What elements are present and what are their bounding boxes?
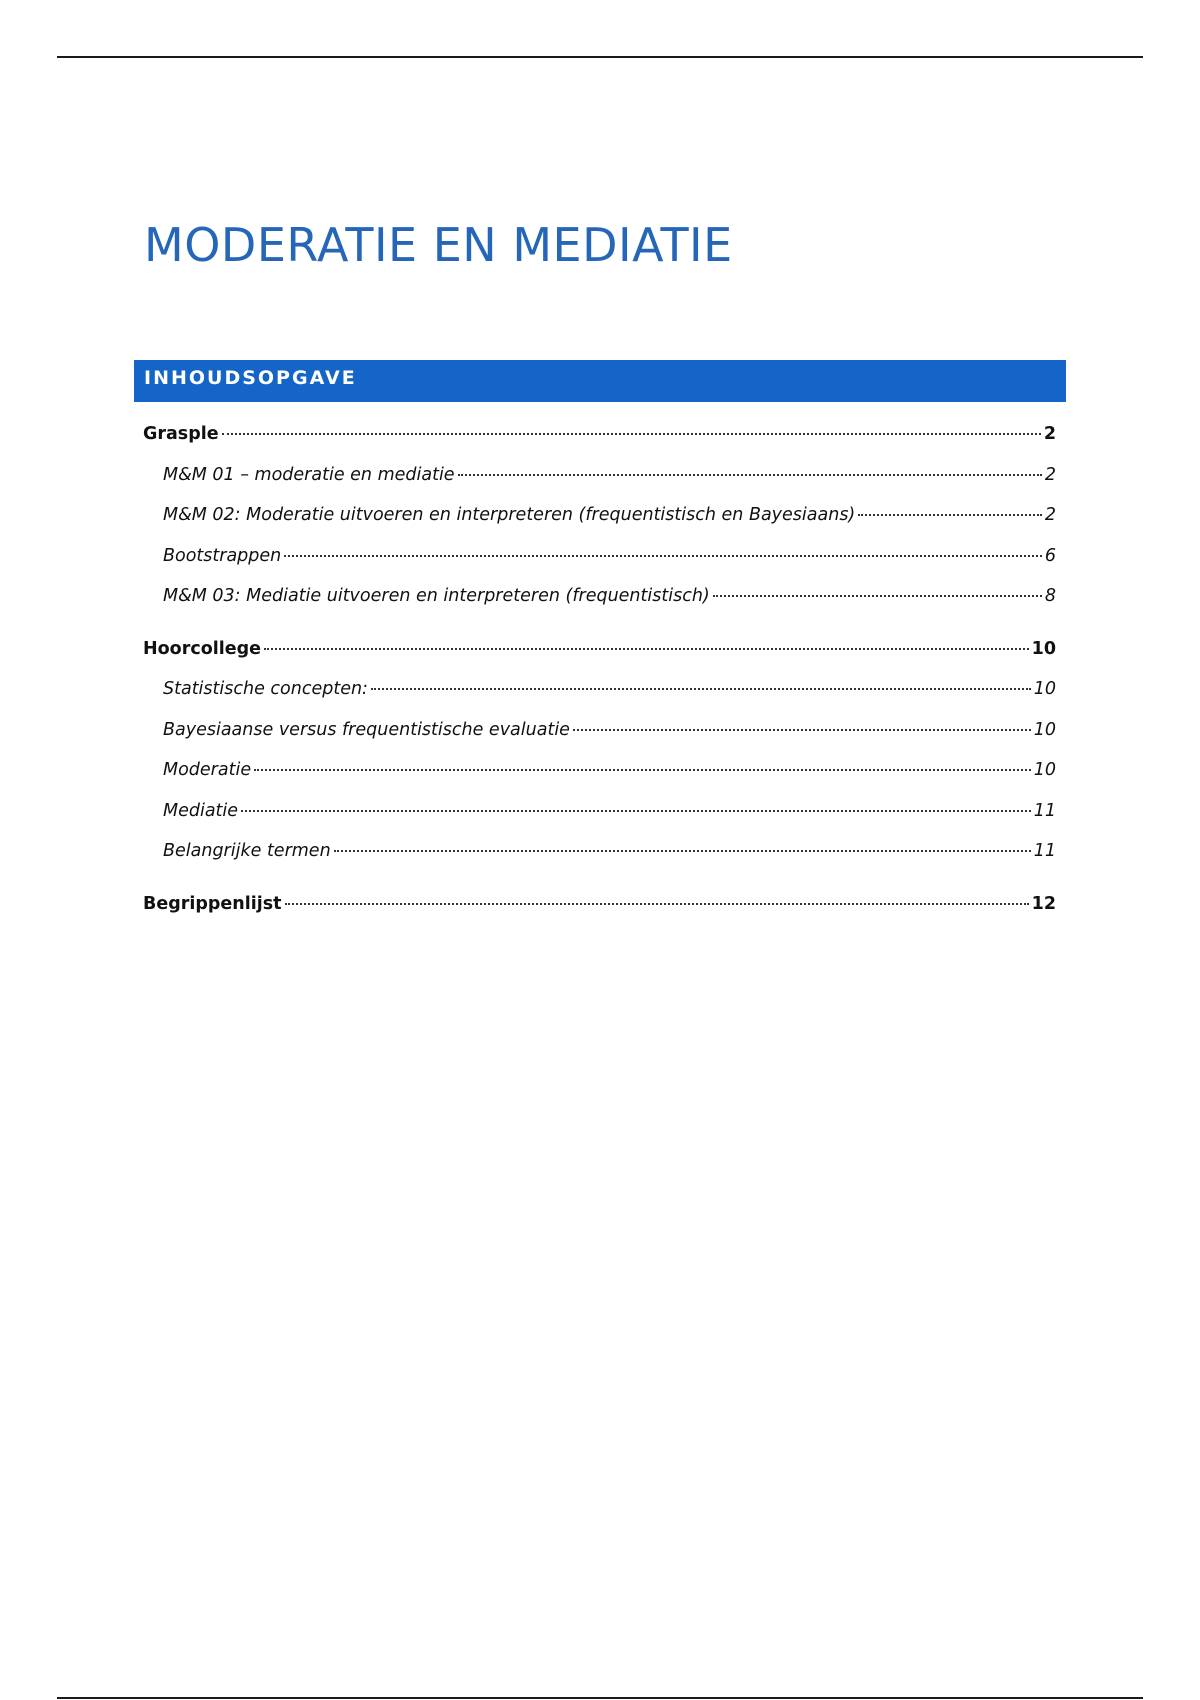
toc-entry-page: 2 [1044,464,1056,485]
toc-entry-bayesiaanse-evaluatie[interactable] [143,720,1056,761]
toc-entry-text: Mediatie [163,800,239,821]
toc-entry-mm01[interactable] [143,465,1056,506]
header-rule [57,56,1143,58]
toc-entry-hoorcollege[interactable] [143,639,1056,680]
toc-entry-moderatie[interactable] [143,760,1056,801]
toc-entry-text: Bayesiaanse versus frequentistische evaluatie [163,719,570,740]
document-title: MODERATIE EN MEDIATIE [144,218,733,272]
toc-entry-belangrijke-termen[interactable] [143,841,1056,882]
toc-entry-text: Moderatie [163,760,252,780]
toc-leader-dots [285,903,1029,905]
toc-entry-page: 10 [1031,638,1056,659]
toc-entry-text: M&M 02: Moderatie uitvoeren en interpreteren (frequentistisch en Bayesiaans) [163,505,856,525]
toc-leader-dots [458,474,1042,476]
toc-heading-banner [134,360,1066,402]
toc-entry-page: 11 [1033,841,1056,861]
table-of-contents [143,424,1056,934]
toc-leader-dots [254,769,1031,771]
toc-entry-page: 8 [1044,586,1056,606]
toc-leader-dots [241,810,1031,812]
toc-entry-page: 11 [1033,800,1056,821]
toc-leader-dots [713,595,1042,597]
toc-entry-page: 10 [1033,719,1056,740]
toc-entry-text: Bootstrappen [163,545,282,566]
toc-entry-text: Grasple [143,424,219,444]
toc-entry-text: Statistische concepten: [163,679,368,699]
toc-entry-text: Belangrijke termen [163,841,331,861]
toc-entry-page: 10 [1033,760,1056,780]
toc-entry-grasple[interactable] [143,424,1056,465]
toc-entry-begrippenlijst[interactable] [143,894,1056,935]
toc-entry-statistische-concepten[interactable] [143,679,1056,720]
toc-entry-page: 2 [1044,505,1056,525]
toc-leader-dots [858,514,1042,516]
toc-entry-page: 12 [1031,893,1056,914]
toc-leader-dots [573,729,1031,731]
toc-leader-dots [371,688,1031,690]
toc-entry-page: 10 [1033,679,1056,699]
toc-entry-text: Begrippenlijst [143,893,282,914]
toc-leader-dots [284,555,1042,557]
toc-entry-page: 2 [1043,424,1056,444]
toc-entry-page: 6 [1044,545,1056,566]
toc-entry-bootstrappen[interactable] [143,546,1056,587]
toc-leader-dots [334,850,1031,852]
toc-heading: INHOUDSOPGAVE [144,367,357,389]
toc-entry-text: M&M 03: Mediatie uitvoeren en interpreteren (frequentistisch) [163,586,710,606]
toc-entry-mediatie[interactable] [143,801,1056,842]
footer-rule [57,1697,1143,1699]
toc-leader-dots [222,433,1041,435]
toc-leader-dots [264,648,1029,650]
toc-entry-text: Hoorcollege [143,638,261,659]
toc-entry-mm03[interactable] [143,586,1056,627]
toc-entry-mm02[interactable] [143,505,1056,546]
toc-entry-text: M&M 01 – moderatie en mediatie [163,464,455,485]
